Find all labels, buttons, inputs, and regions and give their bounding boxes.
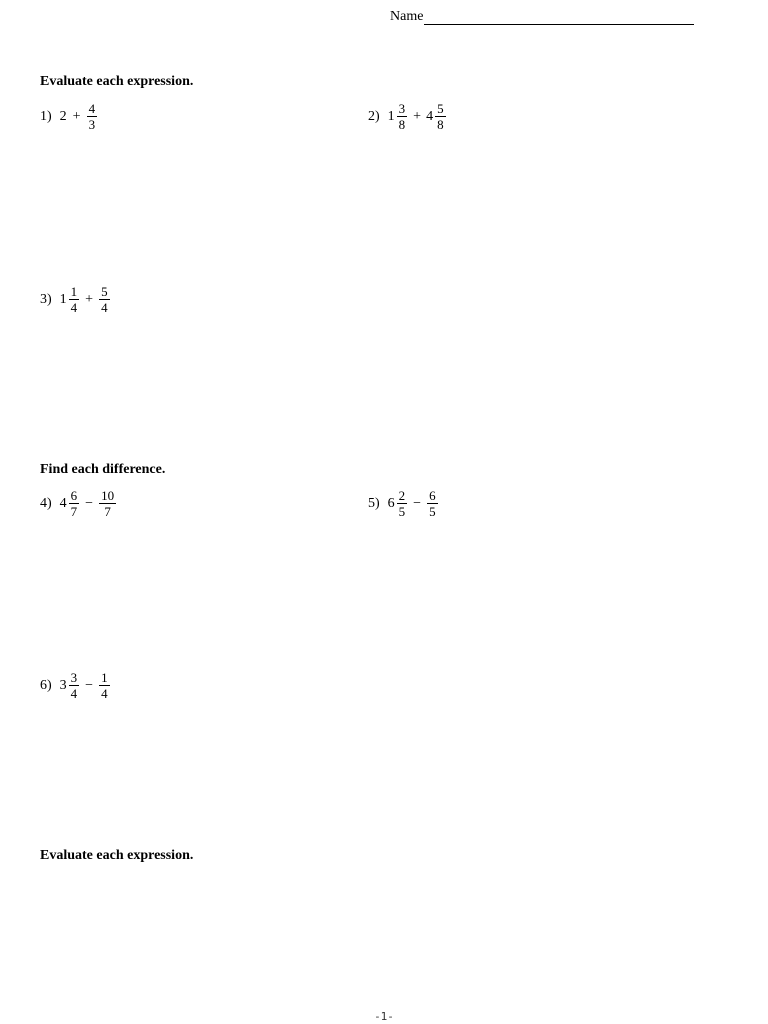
numerator: 1 bbox=[70, 284, 78, 299]
whole-number: 4 bbox=[59, 495, 67, 511]
operator: + bbox=[85, 291, 94, 307]
whole-number: 3 bbox=[59, 677, 67, 693]
numerator: 10 bbox=[101, 488, 115, 503]
problem-4 bbox=[40, 488, 117, 519]
problem-number: 5) bbox=[368, 495, 380, 511]
denominator: 8 bbox=[398, 117, 406, 132]
denominator: 4 bbox=[101, 300, 108, 315]
operator: − bbox=[413, 495, 422, 511]
fraction bbox=[69, 670, 80, 701]
whole-number: 1 bbox=[59, 291, 67, 307]
problem-number: 4) bbox=[40, 495, 52, 511]
section-heading-evaluate-2: Evaluate each expression. bbox=[40, 848, 194, 863]
fraction bbox=[397, 488, 408, 519]
numerator: 3 bbox=[398, 101, 406, 116]
fraction bbox=[69, 488, 80, 519]
operator: + bbox=[413, 108, 422, 124]
name-field bbox=[390, 9, 694, 25]
denominator: 7 bbox=[70, 504, 78, 519]
problem-number: 6) bbox=[40, 677, 52, 693]
name-label: Name bbox=[390, 9, 424, 24]
numerator: 4 bbox=[88, 101, 96, 116]
whole-number: 2 bbox=[59, 108, 67, 124]
problem-5 bbox=[368, 488, 439, 519]
problem-6 bbox=[40, 670, 111, 701]
denominator: 3 bbox=[88, 117, 96, 132]
problem-number: 3) bbox=[40, 291, 52, 307]
denominator: 5 bbox=[429, 504, 436, 519]
operator: − bbox=[85, 495, 94, 511]
fraction bbox=[69, 284, 80, 315]
denominator: 8 bbox=[437, 117, 444, 132]
problem-number: 1) bbox=[40, 108, 52, 124]
page-number: -1- bbox=[374, 1010, 394, 1023]
fraction bbox=[427, 488, 438, 519]
operator: − bbox=[85, 677, 94, 693]
name-underline bbox=[424, 9, 694, 25]
denominator: 4 bbox=[101, 686, 108, 701]
numerator: 2 bbox=[398, 488, 406, 503]
fraction bbox=[99, 488, 116, 519]
numerator: 1 bbox=[101, 670, 108, 685]
numerator: 5 bbox=[437, 101, 444, 116]
whole-number: 4 bbox=[426, 108, 434, 124]
denominator: 5 bbox=[398, 504, 406, 519]
section-heading-evaluate: Evaluate each expression. bbox=[40, 74, 194, 89]
problem-2 bbox=[368, 101, 447, 132]
whole-number: 1 bbox=[387, 108, 395, 124]
problem-1 bbox=[40, 101, 98, 132]
problem-number: 2) bbox=[368, 108, 380, 124]
fraction bbox=[397, 101, 408, 132]
fraction bbox=[99, 284, 110, 315]
denominator: 4 bbox=[70, 300, 78, 315]
numerator: 3 bbox=[70, 670, 78, 685]
denominator: 4 bbox=[70, 686, 78, 701]
denominator: 7 bbox=[104, 504, 111, 519]
numerator: 6 bbox=[70, 488, 78, 503]
fraction bbox=[87, 101, 98, 132]
section-heading-difference: Find each difference. bbox=[40, 462, 166, 477]
numerator: 6 bbox=[429, 488, 436, 503]
numerator: 5 bbox=[101, 284, 108, 299]
fraction bbox=[435, 101, 446, 132]
problem-3 bbox=[40, 284, 111, 315]
fraction bbox=[99, 670, 110, 701]
whole-number: 6 bbox=[387, 495, 395, 511]
operator: + bbox=[72, 108, 81, 124]
